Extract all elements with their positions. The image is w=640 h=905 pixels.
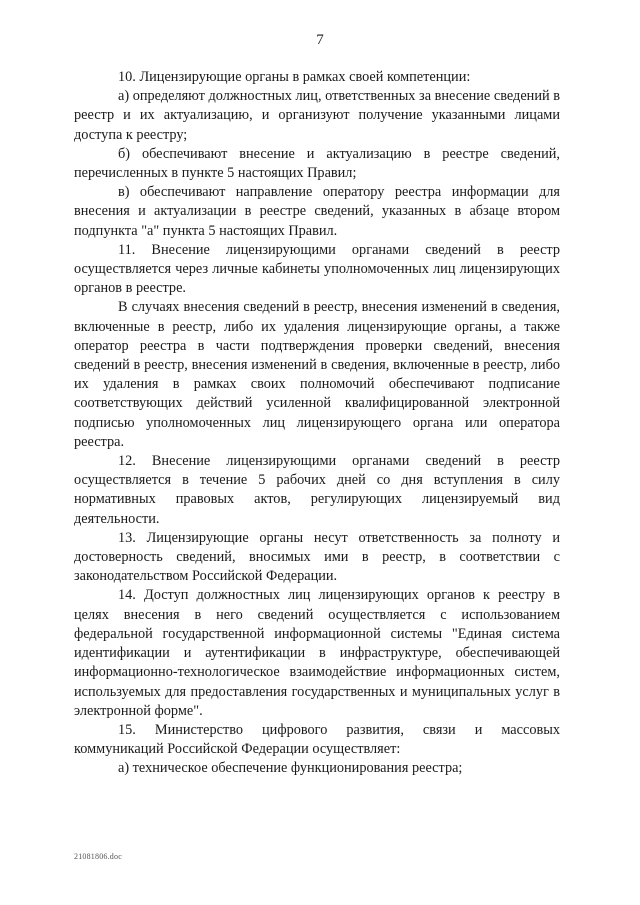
paragraph-15: 15. Министерство цифрового развития, связи и массовых коммуникаций Российской Федерации осуществляет: [74,721,560,758]
paragraph-10-a: а) определяют должностных лиц, ответственных за внесение сведений в реестр и их актуализацию, и организуют получение указанными лицами доступа к реестру; [74,88,560,143]
paragraph-11: 11. Внесение лицензирующими органами сведений в реестр осуществляется через личные кабинеты уполномоченных лиц лицензирующих органов в реестре. [74,241,560,297]
document-body [74,68,560,779]
paragraph-10: 10. Лицензирующие органы в рамках своей компетенции: [118,69,471,85]
paragraph-14: 14. Доступ должностных лиц лицензирующих органов к реестру в целях внесения в него сведений осуществляется с использованием федеральной государственной информационной системы "Единая система идентификации и аутентификации в инфраструктуре, обеспечивающей информационно-технологическое взаимодействие информационных систем, используемых для предоставления государственных и муниципальных услуг в электронной форме". [74,587,560,719]
paragraph-11-signing: В случаях внесения сведений в реестр, внесения изменений в сведения, включенные в реестр, либо их удаления лицензирующие органы, а также оператор реестра в части подтверждения проверки сведений, внесения сведений в реестр, внесения изменений в сведения, включенные в реестр, либо их удаления в рамках своих полномочий обеспечивают подписание соответствующих действий усиленной квалифицированной электронной подписью уполномоченных лиц лицензирующего органа или оператора реестра. [74,299,560,450]
paragraph-12: 12. Внесение лицензирующими органами сведений в реестр осуществляется в течение 5 рабочих дней со дня вступления в силу нормативных правовых актов, регулирующих лицензируемый вид деятельности. [74,453,560,527]
paragraph-15-a: а) техническое обеспечение функционирования реестра; [118,760,463,777]
page-number: 7 [316,32,324,48]
paragraph-13: 13. Лицензирующие органы несут ответственность за полноту и достоверность сведений, вносимых ими в реестр, в соответствии с законодательством Российской Федерации. [74,529,560,585]
paragraph-10-b: б) обеспечивают внесение и актуализацию в реестре сведений, перечисленных в пункте 5 настоящих Правил; [74,145,560,182]
document-code: 21081806.doc [74,852,122,861]
paragraph-10-v: в) обеспечивают направление оператору реестра информации для внесения и актуализации в реестре сведений, указанных в абзаце втором подпункта "а" пункта 5 настоящих Правил. [74,184,560,239]
